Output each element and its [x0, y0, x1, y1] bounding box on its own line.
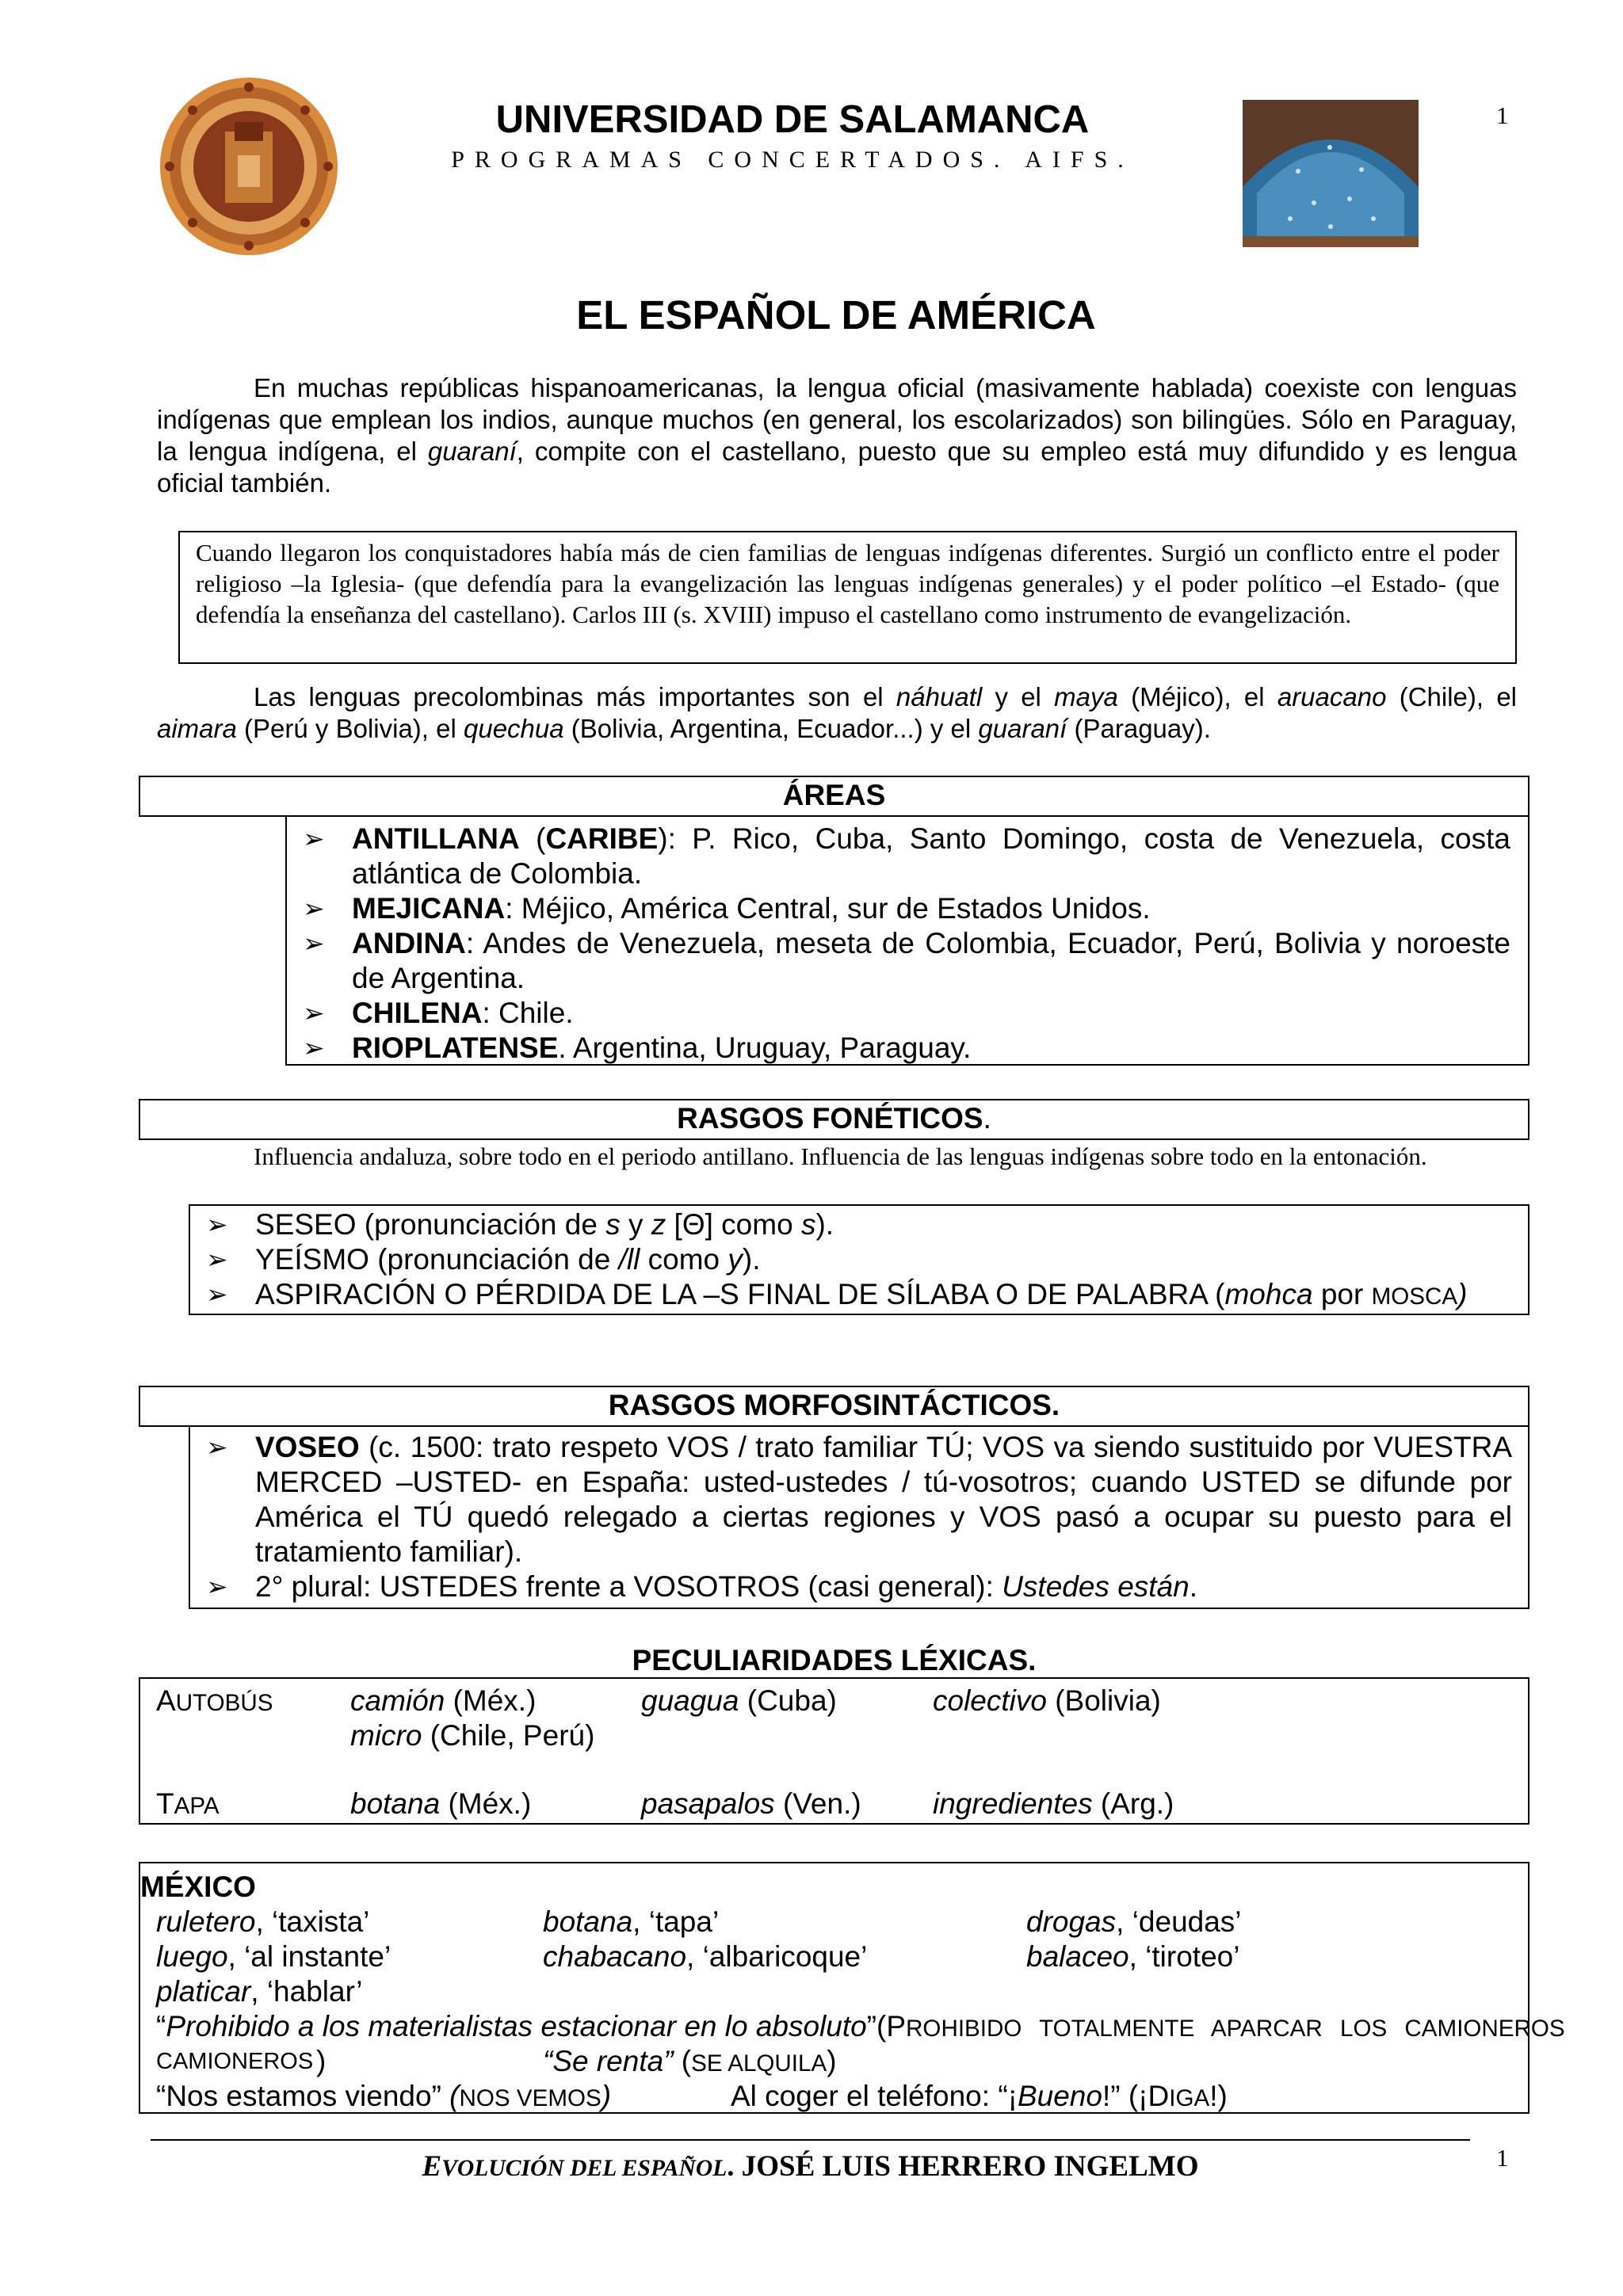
- lexicas-box: [139, 1677, 1529, 1825]
- nos-estamos-entry: “Nos estamos viendo” (NOS VEMOS): [156, 2080, 612, 2112]
- prohibido-phrase: Prohibido a los materialistas estacionar en lo absoluto: [166, 2010, 867, 2042]
- mexico-word: botana: [543, 1905, 633, 1938]
- list-item: [287, 926, 1510, 996]
- prohibido-open-quote: “Prohibido a los materialistas estacionar en lo absoluto”: [156, 2010, 877, 2042]
- label-initial: T: [156, 1787, 174, 1820]
- lexicas-word: micro: [350, 1719, 422, 1752]
- arrow-bullet-icon: ➢: [206, 1432, 228, 1462]
- footer-initial: E: [422, 2150, 442, 2183]
- area-name-alt: CARIBE: [545, 822, 659, 855]
- prohibido-close-paren: ): [316, 2045, 327, 2077]
- seseo-z: z: [651, 1208, 666, 1241]
- areas-box: [285, 815, 1529, 1066]
- intro-text: En muchas repúblicas hispanoamericanas, la lengua oficial (masivamente hablada) coexiste con lenguas indígenas que emplean los indios, aunque muchos (en general, los escolarizados) son bilingües. Sólo en Paraguay, la lengua indígena, el: [157, 373, 1517, 466]
- aspiracion-por: por: [1320, 1278, 1364, 1310]
- telefono-entry: Al coger el teléfono: “¡Bueno!” (¡DIGA!): [731, 2080, 1228, 2112]
- lang-aruacano: aruacano: [1277, 682, 1387, 711]
- foneticos-list: [190, 1207, 1520, 1314]
- lang-nahuatl: náhuatl: [896, 682, 983, 711]
- nos-vemos-text: NOS VEMOS: [459, 2085, 601, 2111]
- mexico-entry: [1026, 1905, 1242, 1939]
- seseo-s: s: [605, 1208, 621, 1241]
- list-item: [190, 1569, 1512, 1604]
- mexico-entry: [156, 1974, 363, 2009]
- arrow-bullet-icon: ➢: [303, 824, 325, 853]
- area-text: : Méjico, América Central, sur de Estados Unidos.: [505, 892, 1151, 925]
- label-rest: APA: [174, 1793, 220, 1819]
- lexicas-entry: [350, 1718, 594, 1753]
- yeismo-y: y: [727, 1243, 743, 1276]
- history-note-box: [178, 531, 1517, 664]
- lang-quechua: quechua: [463, 714, 564, 743]
- mexico-word: chabacano: [543, 1940, 687, 1973]
- langs-c: (Méjico), el: [1131, 682, 1265, 711]
- area-text: . Argentina, Uruguay, Paraguay.: [558, 1032, 972, 1064]
- footer-author-name: JOSÉ LUIS HERRERO INGELMO: [741, 2150, 1199, 2183]
- mexico-entry: [156, 1905, 369, 1939]
- langs-f: (Bolivia, Argentina, Ecuador...) y el: [571, 714, 972, 743]
- mexico-row-prohibido: [156, 2009, 1565, 2046]
- lexicas-entry: [350, 1684, 536, 1718]
- mexico-entry: [156, 1939, 391, 1974]
- mexico-word: luego: [156, 1940, 228, 1973]
- foneticos-box: [189, 1204, 1529, 1315]
- arrow-bullet-icon: ➢: [303, 998, 325, 1028]
- lexicas-label-autobus: [156, 1684, 273, 1721]
- lexicas-label-tapa: [156, 1787, 220, 1824]
- lexicas-word: pasapalos: [641, 1787, 775, 1820]
- prohibido-translation: (PROHIBIDO TOTALMENTE APARCAR LOS CAMIONEROS: [876, 2010, 1565, 2042]
- lexicas-region: (Méx.): [453, 1684, 537, 1717]
- prohibido-rest: ROHIBIDO TOTALMENTE APARCAR LOS CAMIONEROS: [906, 2016, 1565, 2042]
- seseo-b: [Θ] como: [674, 1208, 793, 1241]
- ceiling-image: [1243, 100, 1419, 247]
- area-text: : P. Rico, Cuba, Santo Domingo, costa de Venezuela, costa atlántica de Colombia.: [352, 822, 1510, 890]
- page-title: EL ESPAÑOL DE AMÉRICA: [576, 292, 1096, 338]
- yeismo-b: como: [647, 1243, 720, 1276]
- lexicas-entry: [933, 1684, 1161, 1718]
- se-renta-entry: “Se renta” (SE ALQUILA): [543, 2045, 837, 2077]
- mexico-meaning: , ‘tapa’: [632, 1905, 720, 1938]
- voseo-label: VOSEO: [255, 1431, 360, 1463]
- header-subtitle: PROGRAMAS CONCERTADOS. AIFS.: [451, 147, 1134, 173]
- arrow-bullet-icon: ➢: [303, 1033, 325, 1062]
- mexico-heading-text: MÉXICO: [140, 1871, 256, 1903]
- lexicas-word: botana: [350, 1787, 441, 1820]
- list-item: [287, 1031, 1510, 1066]
- morfo-heading: RASGOS MORFOSINTÁCTICOS.: [139, 1386, 1529, 1427]
- arrow-bullet-icon: ➢: [206, 1572, 228, 1601]
- area-name: RIOPLATENSE: [352, 1032, 559, 1064]
- arrow-bullet-icon: ➢: [206, 1245, 228, 1274]
- nos-estamos-text: Nos estamos viendo: [166, 2080, 432, 2112]
- list-item: [190, 1242, 1520, 1277]
- area-text: : Chile.: [482, 997, 574, 1029]
- footer-author: [151, 2149, 1470, 2187]
- page-number-bottom: 1: [1496, 2144, 1509, 2172]
- langs-b: y el: [995, 682, 1041, 711]
- foneticos-heading: [139, 1099, 1529, 1140]
- list-item: [190, 1277, 1520, 1314]
- aspiracion-close: ): [1457, 1278, 1468, 1310]
- mexico-meaning: , ‘deudas’: [1116, 1905, 1242, 1938]
- aspiracion-a: ASPIRACIÓN O PÉRDIDA DE LA –S FINAL DE SÍLABA O DE PALABRA (: [255, 1278, 1225, 1310]
- se-renta-phrase: “Se renta”: [543, 2045, 674, 2077]
- lexicas-region: (Ven.): [782, 1787, 861, 1820]
- plural-text: 2° plural: USTEDES frente a VOSOTROS (casi general):: [255, 1570, 994, 1603]
- se-renta-text: Se renta: [552, 2045, 664, 2077]
- area-name: ANTILLANA: [352, 822, 520, 855]
- yeismo-c: ).: [742, 1243, 761, 1276]
- lang-aimara: aimara: [157, 714, 237, 743]
- lexicas-region: (Cuba): [747, 1684, 837, 1717]
- mexico-heading: [140, 1870, 1528, 1905]
- label-initial: A: [156, 1684, 176, 1717]
- intro-guarani: guaraní: [427, 437, 517, 466]
- seseo-c: ).: [815, 1208, 834, 1241]
- mexico-word: balaceo: [1026, 1940, 1129, 1973]
- label-rest: UTOBÚS: [175, 1690, 273, 1716]
- diga-rest: IGA: [1169, 2085, 1210, 2111]
- university-seal: [158, 76, 339, 257]
- prohibido-initial: P: [886, 2010, 907, 2042]
- langs-a: Las lenguas precolombinas más importantes son el: [254, 682, 884, 711]
- langs-g: (Paraguay).: [1074, 714, 1211, 743]
- arrow-bullet-icon: ➢: [206, 1210, 228, 1239]
- list-item: [190, 1430, 1512, 1569]
- yeismo-a: YEÍSMO (pronunciación de: [255, 1243, 611, 1276]
- aspiracion-mohca: mohca: [1224, 1278, 1313, 1310]
- mexico-entry: [543, 1939, 867, 1974]
- area-name: CHILENA: [352, 997, 483, 1029]
- bueno-text: Bueno: [1017, 2080, 1102, 2112]
- mexico-word: ruletero: [156, 1905, 256, 1938]
- list-item: [190, 1207, 1520, 1242]
- mexico-box: [139, 1862, 1565, 2114]
- plural-end: .: [1189, 1570, 1197, 1603]
- mexico-word: platicar: [156, 1975, 251, 2008]
- lexicas-region: (Bolivia): [1055, 1684, 1161, 1717]
- morfo-box: [189, 1425, 1529, 1609]
- area-paren-close: ): [658, 822, 668, 855]
- seseo-y: y: [628, 1208, 643, 1241]
- diga-initial: D: [1148, 2080, 1170, 2112]
- morfo-list: [190, 1430, 1512, 1604]
- lexicas-region: (Arg.): [1100, 1787, 1174, 1820]
- lexicas-word: colectivo: [933, 1684, 1047, 1717]
- area-name: MEJICANA: [352, 892, 506, 925]
- mexico-meaning: , ‘taxista’: [255, 1905, 370, 1938]
- lexicas-entry: [641, 1787, 861, 1821]
- intro-text-end: , compite con el castellano, puesto que su empleo está muy difundido y es lengua oficial también.: [157, 437, 1518, 498]
- lexicas-entry: [350, 1787, 531, 1821]
- lexicas-entry: [641, 1684, 837, 1718]
- lexicas-word: camión: [350, 1684, 445, 1717]
- mexico-entry: [1026, 1939, 1239, 1974]
- lang-guarani: guaraní: [978, 714, 1067, 743]
- history-note: Cuando llegaron los conquistadores había más de cien familias de lenguas indígenas diferentes. Surgió un conflicto entre el poder religioso –la Iglesia- (que defendía para la evangelización las lenguas indígenas generales) y el poder político –el Estado- (que defendía la enseñanza del castellano). Carlos III (s. XVIII) impuso el castellano como instrumento de evangelización.: [196, 539, 1499, 628]
- list-item: [287, 891, 1510, 926]
- mexico-word: drogas: [1026, 1905, 1117, 1938]
- seseo-a: SESEO (pronunciación de: [255, 1208, 598, 1241]
- plural-italic: Ustedes están: [1002, 1570, 1190, 1603]
- foneticos-note: Influencia andaluza, sobre todo en el periodo antillano. Influencia de las lenguas indígenas sobre todo en la entonación.: [254, 1142, 1427, 1170]
- list-item: [287, 822, 1510, 891]
- lexicas-region: (Méx.): [448, 1787, 532, 1820]
- mexico-meaning: , ‘albaricoque’: [686, 1940, 868, 1973]
- areas-heading: ÁREAS: [139, 776, 1529, 817]
- lexicas-word: ingredientes: [933, 1787, 1093, 1820]
- list-item: [287, 996, 1510, 1031]
- voseo-text: (c. 1500: trato respeto VOS / trato familiar TÚ; VOS va siendo sustituido por VUESTRA MERCED –USTED- en España: usted-ustedes / tú-vosotros; cuando USTED se difunde por América el TÚ quedó relegado a ciertas regiones y VOS pasó a ocupar su puesto para el tratamiento familiar).: [255, 1431, 1512, 1568]
- yeismo-ll: /ll: [618, 1243, 640, 1276]
- prohibido-continued: CAMIONEROS: [156, 2049, 314, 2074]
- footer-dot: .: [727, 2150, 735, 2183]
- mexico-meaning: , ‘tiroteo’: [1128, 1940, 1240, 1973]
- area-paren-open: (: [536, 822, 546, 855]
- areas-list: [287, 822, 1510, 1066]
- lexicas-region: (Chile, Perú): [430, 1719, 595, 1752]
- page-number-top: 1: [1496, 101, 1509, 129]
- al-coger-text: Al coger el teléfono: “¡: [731, 2080, 1018, 2112]
- lexicas-entry: [933, 1787, 1174, 1821]
- mexico-entry: [543, 1905, 719, 1939]
- seseo-s2: s: [800, 1208, 816, 1241]
- header-title: UNIVERSIDAD DE SALAMANCA: [495, 98, 1090, 141]
- arrow-bullet-icon: ➢: [303, 894, 325, 923]
- lang-maya: maya: [1054, 682, 1118, 711]
- se-alquila-text: SE ALQUILA: [691, 2050, 827, 2077]
- mexico-meaning: , ‘al instante’: [227, 1940, 391, 1973]
- area-name: ANDINA: [352, 927, 466, 959]
- langs-d: (Chile), el: [1399, 682, 1518, 711]
- footer-rule: [151, 2139, 1470, 2141]
- lexicas-heading: PECULIARIDADES LÉXICAS.: [632, 1644, 1037, 1676]
- aspiracion-mosca: MOSCA: [1371, 1283, 1458, 1310]
- foneticos-heading-text: RASGOS FONÉTICOS: [677, 1102, 983, 1135]
- arrow-bullet-icon: ➢: [303, 929, 325, 958]
- footer-rest: VOLUCIÓN DEL ESPAÑOL: [441, 2156, 727, 2181]
- languages-paragraph: [157, 681, 1517, 745]
- arrow-bullet-icon: ➢: [206, 1280, 228, 1309]
- foneticos-heading-dot: .: [983, 1102, 991, 1135]
- langs-e: (Perú y Bolivia), el: [244, 714, 456, 743]
- mexico-meaning: , ‘hablar’: [250, 1975, 363, 2008]
- intro-paragraph: [157, 372, 1517, 499]
- area-text: : Andes de Venezuela, meseta de Colombia, Ecuador, Perú, Bolivia y noroeste de Argentina.: [352, 927, 1510, 994]
- lexicas-word: guagua: [641, 1684, 739, 1717]
